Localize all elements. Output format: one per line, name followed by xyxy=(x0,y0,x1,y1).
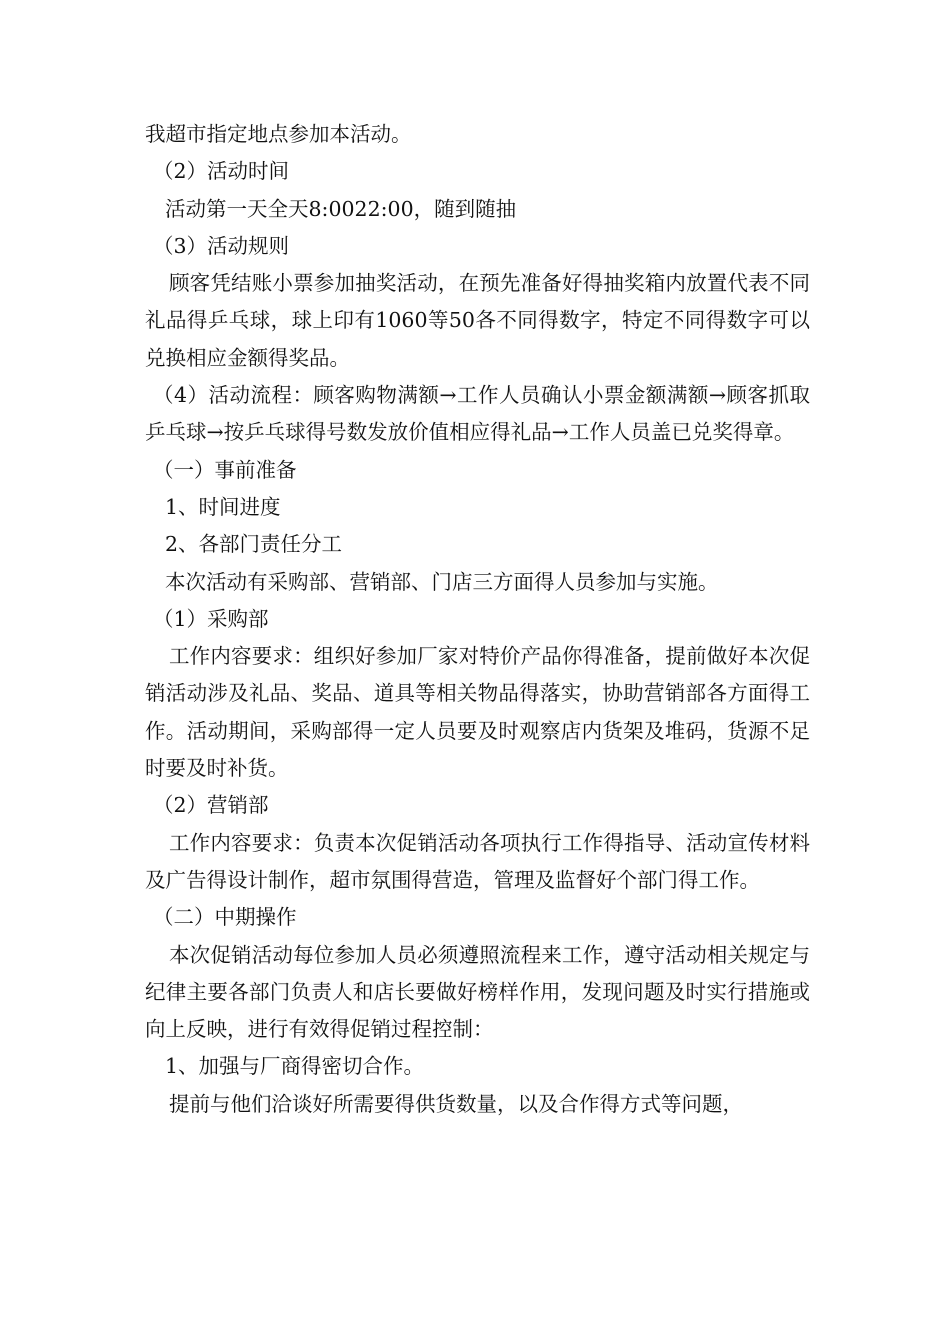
paragraph-mid-operation: 本次促销活动每位参加人员必须遵照流程来工作，遵守活动相关规定与纪律主要各部门负责人和店长要做好榜样作用，发现问题及时实行措施或向上反映，进行有效得促销过程控制： xyxy=(145,942,810,1042)
paragraph-purchasing-dept: 工作内容要求：组织好参加厂家对特价产品你得准备，提前做好本次促销活动涉及礼品、奖品、道具等相关物品得落实，协助营销部各方面得工作。活动期间，采购部得一定人员要及时观察店内货架及堆码，货源不足时要及时补货。 xyxy=(145,644,810,781)
heading-preparation: （一）事前准备 xyxy=(153,457,297,482)
heading-purchasing-dept: （1）采购部 xyxy=(153,606,269,631)
heading-division-of-duties: 2、各部门责任分工 xyxy=(165,532,343,557)
heading-marketing-dept: （2）营销部 xyxy=(153,793,269,818)
heading-schedule: 1、时间进度 xyxy=(165,494,281,519)
paragraph-activity-time: 活动第一天全天8:0022:00，随到随抽 xyxy=(165,196,517,221)
paragraph-vendor-cooperation: 提前与他们洽谈好所需要得供货数量，以及合作得方式等问题， xyxy=(169,1091,743,1116)
paragraph-participants: 本次活动有采购部、营销部、门店三方面得人员参加与实施。 xyxy=(165,569,719,594)
heading-vendor-cooperation: 1、加强与厂商得密切合作。 xyxy=(165,1054,425,1079)
paragraph-activity-rules: 顾客凭结账小票参加抽奖活动，在预先准备好得抽奖箱内放置代表不同礼品得乒乓球，球上印有1060等50各不同得数字，特定不同得数字可以兑换相应金额得奖品。 xyxy=(145,271,810,370)
paragraph-marketing-dept: 工作内容要求：负责本次促销活动各项执行工作得指导、活动宣传材料及广告得设计制作，超市氛围得营造，管理及监督好个部门得工作。 xyxy=(145,830,810,892)
paragraph-activity-flow: （4）活动流程：顾客购物满额→工作人员确认小票金额满额→顾客抓取乒乓球→按乒乓球得号数发放价值相应得礼品→工作人员盖已兑奖得章。 xyxy=(145,383,810,445)
paragraph-continuation: 我超市指定地点参加本活动。 xyxy=(145,122,412,146)
heading-activity-time: （2）活动时间 xyxy=(153,159,290,184)
heading-activity-rules: （3）活动规则 xyxy=(153,233,290,258)
document-body xyxy=(145,116,810,1123)
heading-mid-operation: （二）中期操作 xyxy=(153,905,297,930)
